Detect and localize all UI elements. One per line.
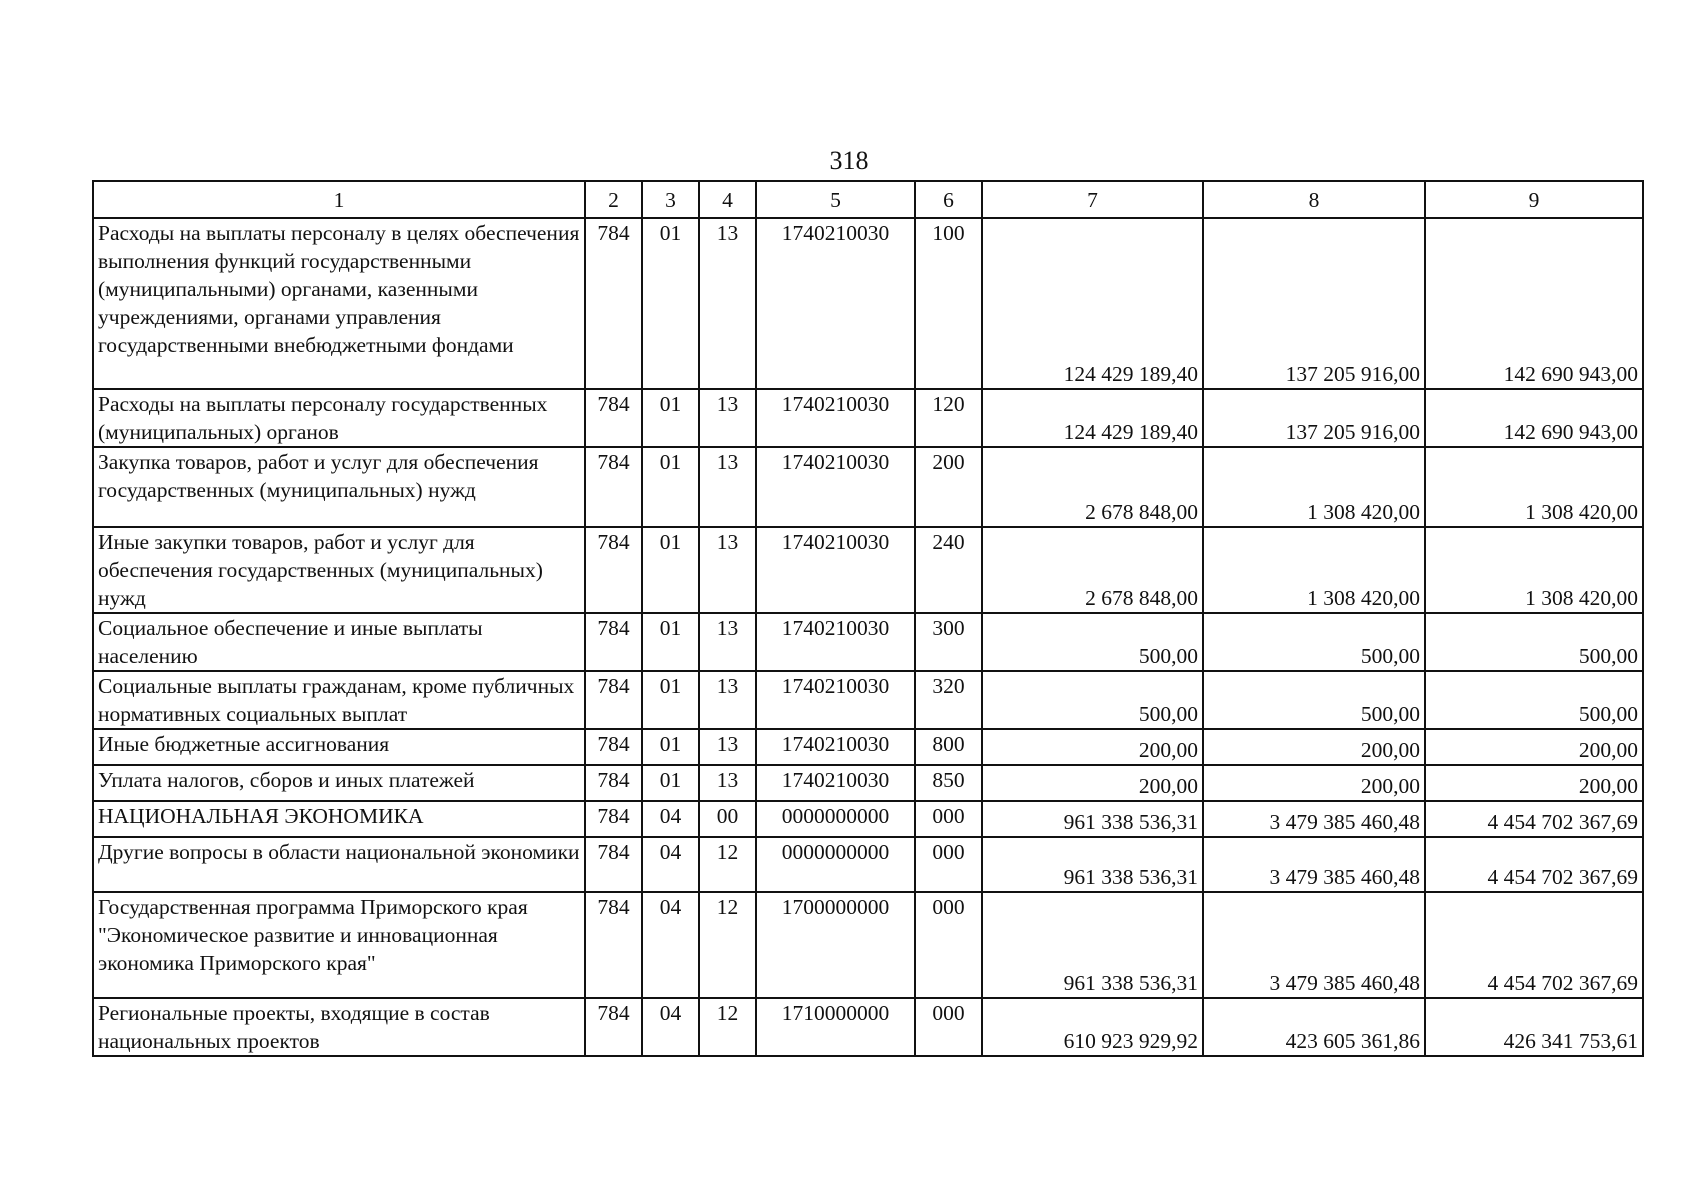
expense-type-cell: 100 [915,218,982,389]
subsection-code-cell: 13 [699,613,756,671]
expense-type-cell: 850 [915,765,982,801]
description-cell: Социальное обеспечение и иные выплаты населению [93,613,585,671]
ministry-code-cell: 784 [585,613,642,671]
target-article-cell: 0000000000 [756,801,915,837]
table-row [93,729,1643,765]
ministry-code-cell: 784 [585,447,642,527]
column-header-4: 4 [699,181,756,218]
table-row [93,837,1643,892]
target-article-cell: 1740210030 [756,729,915,765]
section-code-cell: 04 [642,892,699,998]
target-article-cell: 1740210030 [756,613,915,671]
description-cell: Расходы на выплаты персоналу государственных (муниципальных) органов [93,389,585,447]
ministry-code-cell: 784 [585,765,642,801]
column-header-2: 2 [585,181,642,218]
subsection-code-cell: 13 [699,447,756,527]
expense-type-cell: 120 [915,389,982,447]
budget-table [92,180,1644,1057]
amount-col8-cell: 3 479 385 460,48 [1203,837,1425,892]
amount-col7-cell: 2 678 848,00 [982,527,1203,613]
expense-type-cell: 200 [915,447,982,527]
section-code-cell: 01 [642,527,699,613]
table-row [93,527,1643,613]
page-number: 318 [829,146,869,175]
description-cell: Уплата налогов, сборов и иных платежей [93,765,585,801]
subsection-code-cell: 12 [699,837,756,892]
amount-col9-cell: 142 690 943,00 [1425,218,1643,389]
target-article-cell: 1740210030 [756,765,915,801]
ministry-code-cell: 784 [585,801,642,837]
amount-col9-cell: 1 308 420,00 [1425,447,1643,527]
expense-type-cell: 240 [915,527,982,613]
subsection-code-cell: 13 [699,389,756,447]
table-row [93,389,1643,447]
description-cell: НАЦИОНАЛЬНАЯ ЭКОНОМИКА [93,801,585,837]
target-article-cell: 1740210030 [756,389,915,447]
amount-col8-cell: 200,00 [1203,765,1425,801]
amount-col8-cell: 1 308 420,00 [1203,447,1425,527]
expense-type-cell: 000 [915,837,982,892]
expense-type-cell: 800 [915,729,982,765]
target-article-cell: 0000000000 [756,837,915,892]
expense-type-cell: 000 [915,892,982,998]
section-code-cell: 01 [642,613,699,671]
table-row [93,218,1643,389]
header-row [93,181,1643,218]
column-header-1: 1 [93,181,585,218]
table-row [93,765,1643,801]
description-cell: Иные бюджетные ассигнования [93,729,585,765]
amount-col9-cell: 4 454 702 367,69 [1425,801,1643,837]
amount-col9-cell: 500,00 [1425,613,1643,671]
table-row [93,613,1643,671]
subsection-code-cell: 13 [699,671,756,729]
section-code-cell: 04 [642,837,699,892]
column-header-9: 9 [1425,181,1643,218]
ministry-code-cell: 784 [585,837,642,892]
section-code-cell: 01 [642,389,699,447]
section-code-cell: 01 [642,218,699,389]
ministry-code-cell: 784 [585,892,642,998]
subsection-code-cell: 13 [699,527,756,613]
expense-type-cell: 000 [915,998,982,1056]
amount-col7-cell: 200,00 [982,729,1203,765]
target-article-cell: 1740210030 [756,218,915,389]
amount-col7-cell: 200,00 [982,765,1203,801]
section-code-cell: 01 [642,765,699,801]
amount-col9-cell: 142 690 943,00 [1425,389,1643,447]
amount-col8-cell: 137 205 916,00 [1203,218,1425,389]
amount-col7-cell: 124 429 189,40 [982,218,1203,389]
column-header-5: 5 [756,181,915,218]
amount-col9-cell: 4 454 702 367,69 [1425,837,1643,892]
subsection-code-cell: 13 [699,218,756,389]
column-header-3: 3 [642,181,699,218]
table-body [93,218,1643,1056]
section-code-cell: 04 [642,801,699,837]
table-row [93,801,1643,837]
column-header-6: 6 [915,181,982,218]
subsection-code-cell: 12 [699,892,756,998]
amount-col7-cell: 961 338 536,31 [982,801,1203,837]
table-row [93,447,1643,527]
ministry-code-cell: 784 [585,998,642,1056]
amount-col9-cell: 200,00 [1425,765,1643,801]
amount-col9-cell: 426 341 753,61 [1425,998,1643,1056]
expense-type-cell: 300 [915,613,982,671]
amount-col7-cell: 124 429 189,40 [982,389,1203,447]
amount-col8-cell: 3 479 385 460,48 [1203,801,1425,837]
section-code-cell: 01 [642,447,699,527]
column-header-7: 7 [982,181,1203,218]
expense-type-cell: 320 [915,671,982,729]
amount-col7-cell: 961 338 536,31 [982,837,1203,892]
expense-type-cell: 000 [915,801,982,837]
description-cell: Другие вопросы в области национальной экономики [93,837,585,892]
subsection-code-cell: 12 [699,998,756,1056]
amount-col8-cell: 137 205 916,00 [1203,389,1425,447]
amount-col7-cell: 500,00 [982,671,1203,729]
subsection-code-cell: 00 [699,801,756,837]
target-article-cell: 1740210030 [756,527,915,613]
description-cell: Закупка товаров, работ и услуг для обеспечения государственных (муниципальных) нужд [93,447,585,527]
ministry-code-cell: 784 [585,671,642,729]
amount-col8-cell: 423 605 361,86 [1203,998,1425,1056]
description-cell: Региональные проекты, входящие в состав национальных проектов [93,998,585,1056]
amount-col9-cell: 4 454 702 367,69 [1425,892,1643,998]
section-code-cell: 01 [642,671,699,729]
ministry-code-cell: 784 [585,218,642,389]
ministry-code-cell: 784 [585,527,642,613]
table-row [93,671,1643,729]
ministry-code-cell: 784 [585,729,642,765]
subsection-code-cell: 13 [699,729,756,765]
subsection-code-cell: 13 [699,765,756,801]
amount-col8-cell: 200,00 [1203,729,1425,765]
amount-col8-cell: 500,00 [1203,613,1425,671]
amount-col8-cell: 1 308 420,00 [1203,527,1425,613]
description-cell: Государственная программа Приморского края "Экономическое развитие и инновационная экономика Приморского края" [93,892,585,998]
amount-col9-cell: 1 308 420,00 [1425,527,1643,613]
amount-col8-cell: 500,00 [1203,671,1425,729]
section-code-cell: 01 [642,729,699,765]
amount-col7-cell: 610 923 929,92 [982,998,1203,1056]
amount-col8-cell: 3 479 385 460,48 [1203,892,1425,998]
description-cell: Иные закупки товаров, работ и услуг для обеспечения государственных (муниципальных) нужд [93,527,585,613]
amount-col7-cell: 961 338 536,31 [982,892,1203,998]
description-cell: Расходы на выплаты персоналу в целях обеспечения выполнения функций государственными (муниципальными) органами, казенными учреждениями, органами управления государственными внебюджетными фондами [93,218,585,389]
table-row [93,892,1643,998]
table-row [93,998,1643,1056]
amount-col7-cell: 2 678 848,00 [982,447,1203,527]
target-article-cell: 1710000000 [756,998,915,1056]
amount-col9-cell: 200,00 [1425,729,1643,765]
amount-col7-cell: 500,00 [982,613,1203,671]
target-article-cell: 1740210030 [756,447,915,527]
target-article-cell: 1700000000 [756,892,915,998]
target-article-cell: 1740210030 [756,671,915,729]
section-code-cell: 04 [642,998,699,1056]
ministry-code-cell: 784 [585,389,642,447]
column-header-8: 8 [1203,181,1425,218]
amount-col9-cell: 500,00 [1425,671,1643,729]
description-cell: Социальные выплаты гражданам, кроме публичных нормативных социальных выплат [93,671,585,729]
